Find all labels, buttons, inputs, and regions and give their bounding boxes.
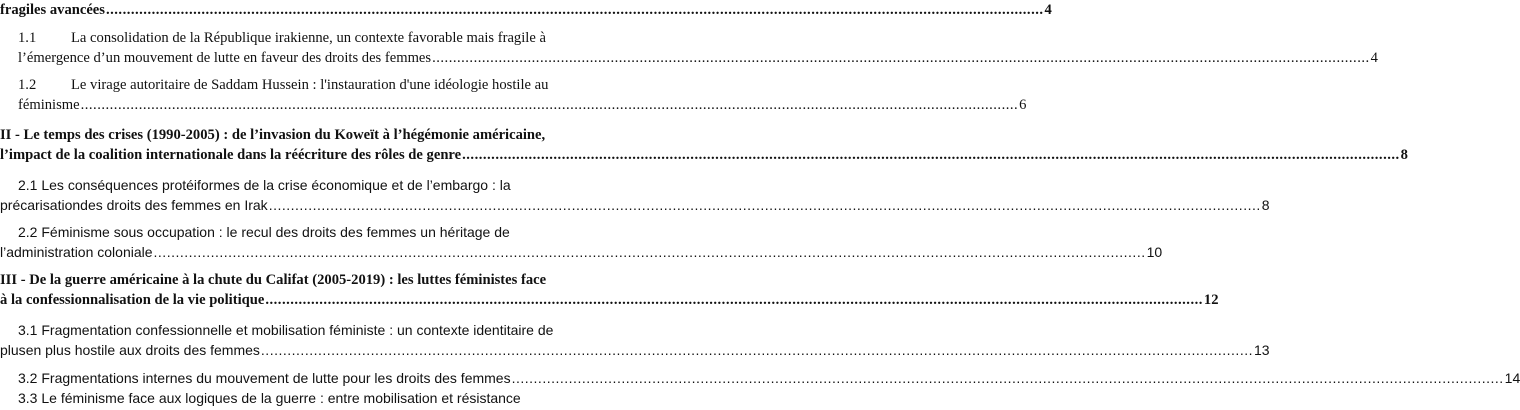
leader-dots [154,242,1146,262]
page-number: 4 [1370,50,1378,66]
section-number: 1.1 [18,30,37,46]
leader-dots [81,95,1019,115]
page-number: 14 [1504,370,1520,386]
leader-dots [265,290,1203,310]
toc-entry[interactable] [0,222,1163,262]
toc-entry-title: fragiles avancées [0,2,105,18]
toc-entry-title-continued: des droits des femmes en Irak [80,197,268,213]
toc-entry-title-continued: en plus hostile aux droits des femmes [25,342,260,358]
section-number: 1.2 [18,77,37,93]
toc-entry-title: 2.2 Féminisme sous occupation : le recul des droits des femmes un héritage de [18,224,510,240]
toc-entry[interactable] [0,175,1270,215]
page-number: 8 [1400,147,1408,163]
toc-entry-title-continued: à la confessionnalisation de la vie politique [0,292,265,308]
toc-entry[interactable] [0,270,1219,310]
toc-entry[interactable] [0,28,1378,68]
page-number: 10 [1146,244,1163,260]
page-number: 12 [1203,292,1219,308]
page-number: 8 [1261,197,1270,213]
toc-entry[interactable] [0,320,1270,360]
toc-entry-title-continued: l’émergence d’un mouvement de lutte en faveur des droits des femmes [18,50,432,66]
toc-entry-title: 2.1 Les conséquences protéiformes de la crise économique et de l’embargo : la [18,177,511,193]
toc-entry[interactable] [0,75,1027,115]
part-number: III [0,272,18,288]
toc-entry-title: - Le temps des crises (1990-2005) : de l’invasion du Koweït à l’hégémonie américaine, [11,127,546,143]
toc-entry[interactable] [0,125,1408,165]
toc-entry-title: - De la guerre américaine à la chute du Califat (2005-2019) : les luttes féministes face [17,272,547,288]
page-number: 13 [1253,342,1270,358]
leader-dots [106,0,1044,20]
part-number: II [0,127,12,143]
toc-entry-title-continued: l’impact de la coalition internationale dans la réécriture des rôles de genre [0,147,462,163]
toc-entry-title-continued: l’administration coloniale [0,244,153,260]
page-number: 6 [1019,97,1027,113]
toc-entry-title-continued: féminisme [18,97,80,113]
toc-entry-title: 3.3 Le féminisme face aux logiques de la guerre : entre mobilisation et résistance [18,390,521,406]
toc-entry[interactable] [0,0,1052,20]
leader-dots [261,340,1253,360]
toc-entry-partial[interactable] [0,390,698,410]
leader-dots [462,145,1400,165]
toc-entry-title-continued: plus [0,342,26,358]
toc-entry[interactable] [0,368,1520,388]
toc-entry-title: 3.2 Fragmentations internes du mouvement de lutte pour les droits des femmes [18,370,511,386]
toc-entry-title: La consolidation de la République irakienne, un contexte favorable mais fragile à [71,30,546,46]
leader-dots [432,48,1370,68]
leader-dots [269,195,1261,215]
toc-entry-title: Le virage autoritaire de Saddam Hussein : l'instauration d'une idéologie hostile au [71,77,549,93]
toc-entry-title-continued: précarisation [0,197,81,213]
leader-dots [512,368,1504,388]
toc-entry-title: 3.1 Fragmentation confessionnelle et mobilisation féministe : un contexte identitaire de [18,322,554,338]
page-number: 4 [1044,2,1052,18]
